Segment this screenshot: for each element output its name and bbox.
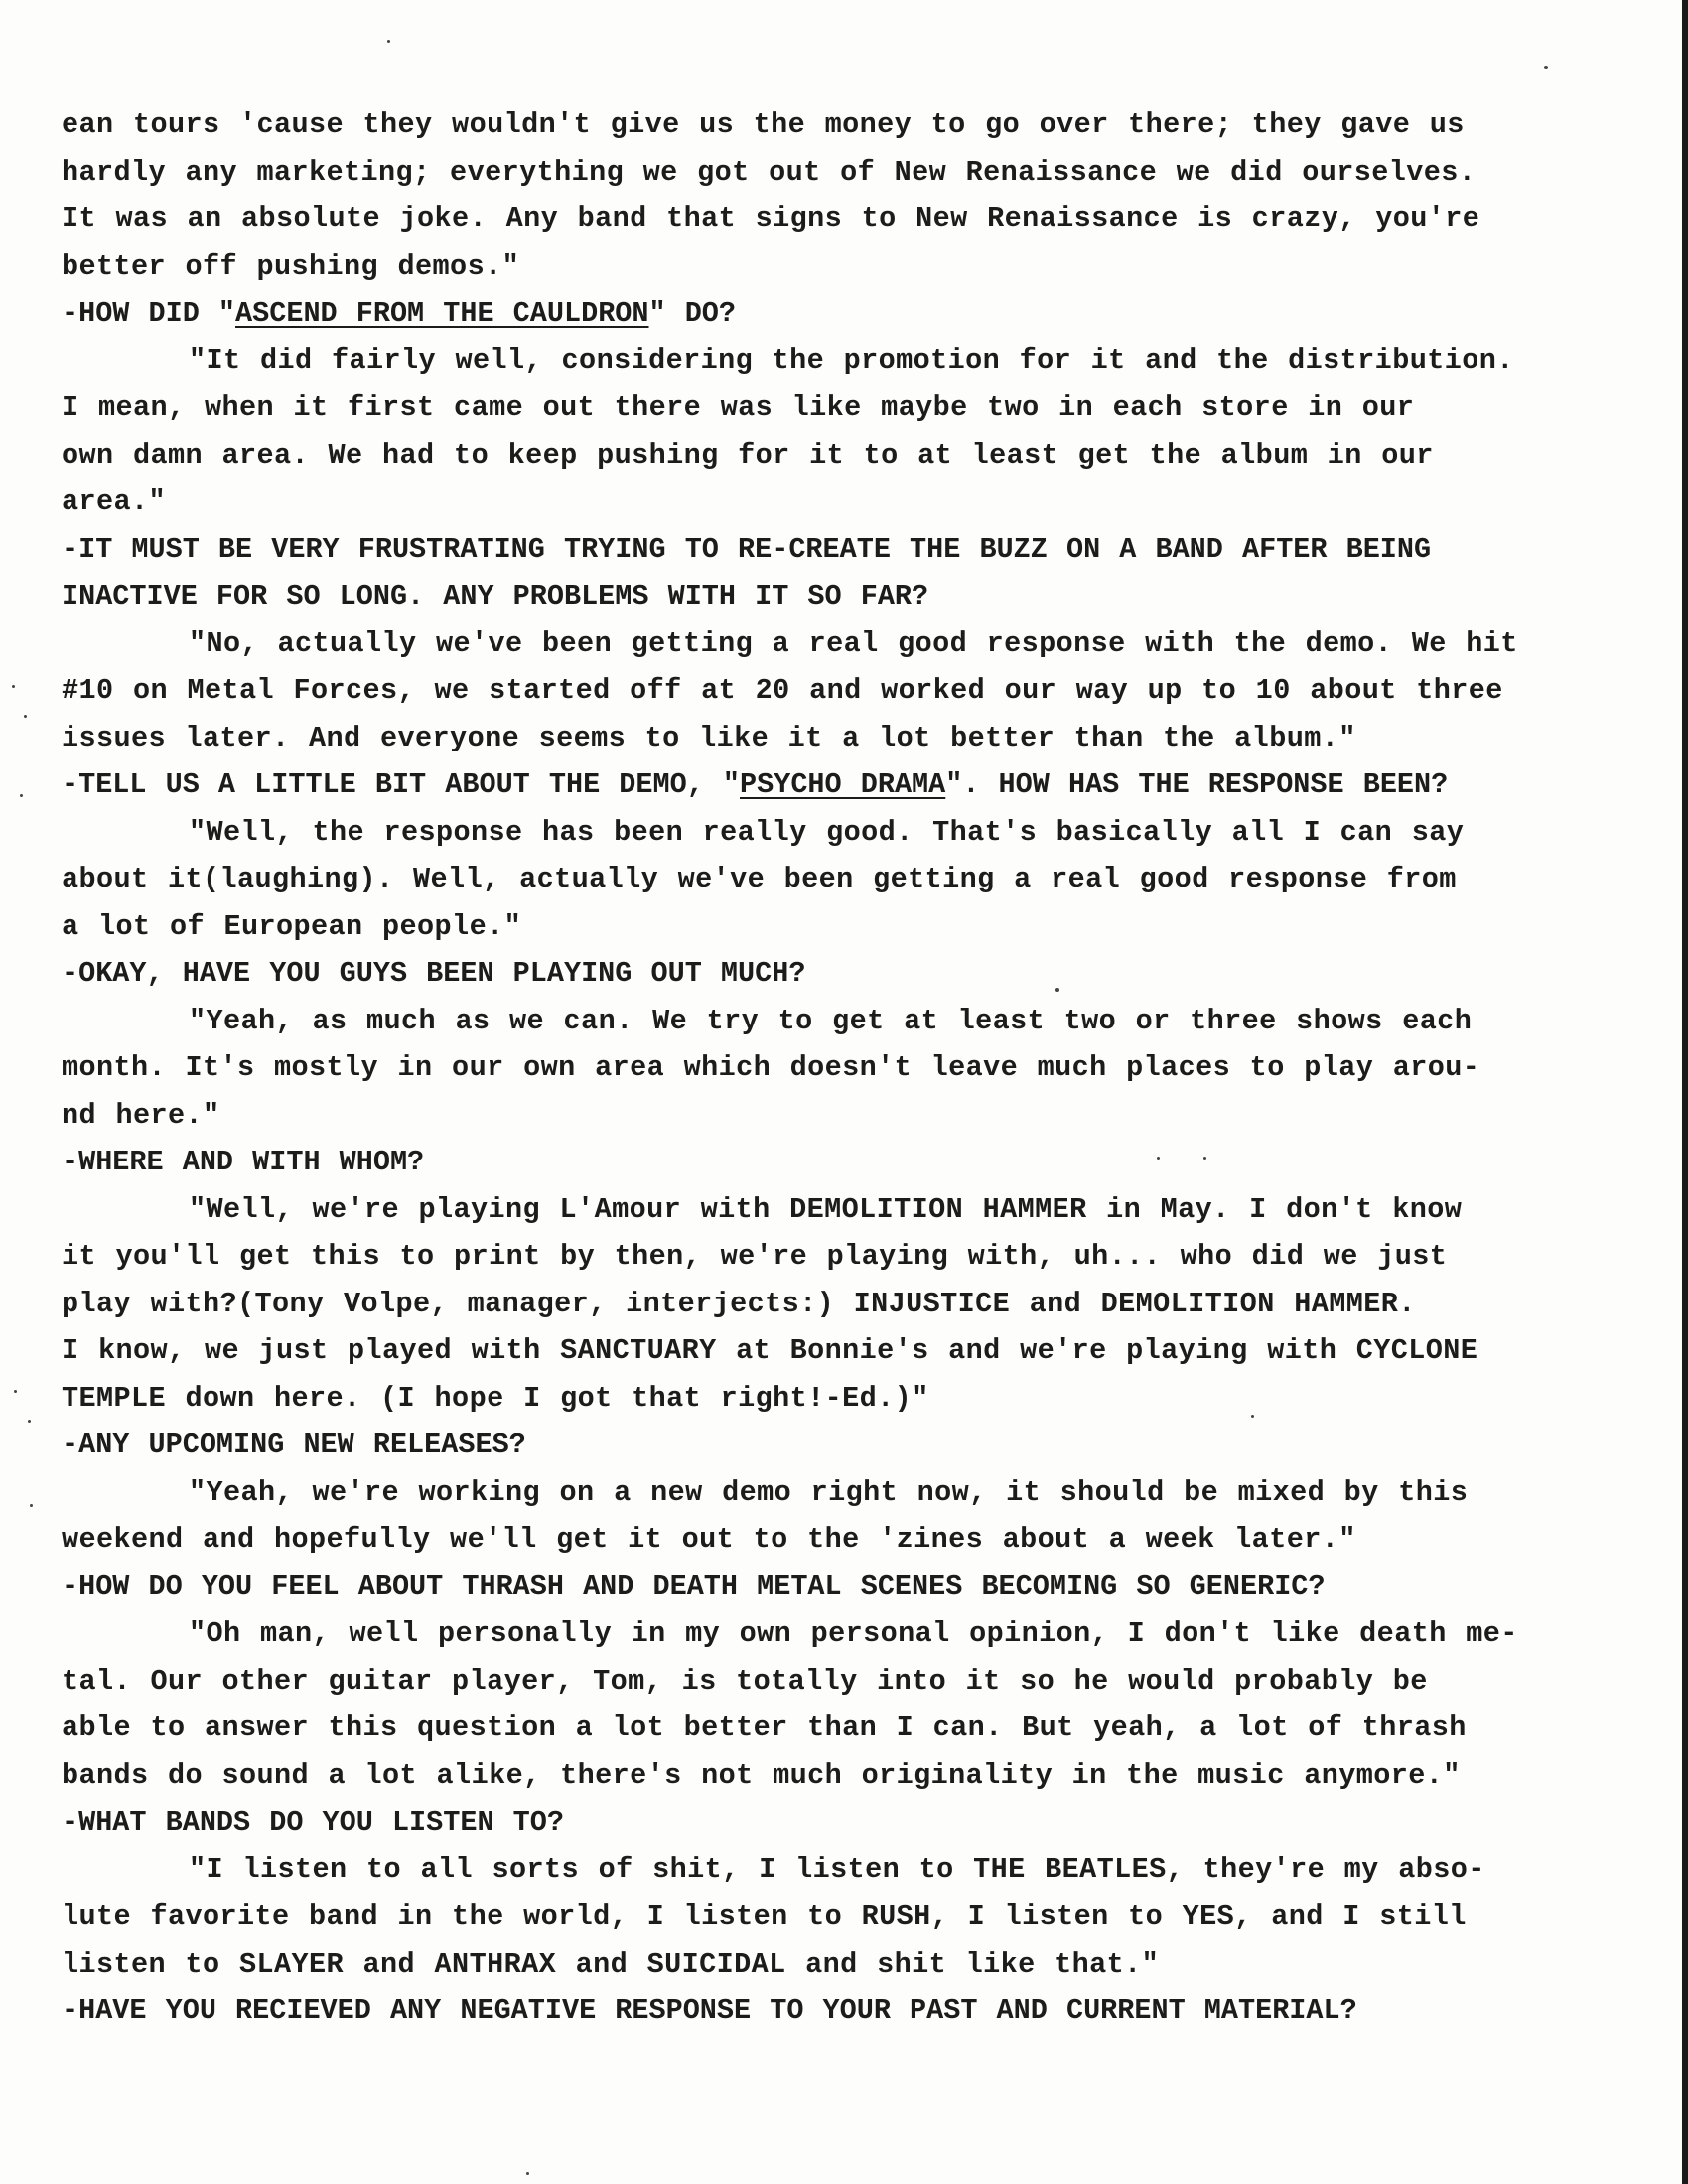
answer-line: ean tours 'cause they wouldn't give us the money to go over there; they gave us	[62, 108, 1465, 141]
answer-line: It was an absolute joke. Any band that signs to New Renaissance is crazy, you're	[62, 203, 1480, 235]
answer-line: play with?(Tony Volpe, manager, interjects:) INJUSTICE and DEMOLITION HAMMER.	[62, 1287, 1416, 1320]
answer-line: "Well, the response has been really good. That's basically all I can say	[189, 815, 1465, 849]
answer-line: hardly any marketing; everything we got out of New Renaissance we did ourselves.	[62, 155, 1477, 189]
answer-line: month. It's mostly in our own area which doesn't leave much places to play arou-	[62, 1051, 1480, 1084]
answer-line: it you'll get this to print by then, we're playing with, uh... who did we just	[62, 1240, 1448, 1273]
question-text: ". HOW HAS THE RESPONSE BEEN?	[945, 768, 1449, 801]
answer-line: "It did fairly well, considering the promotion for it and the distribution.	[189, 343, 1514, 377]
answer-line: #10 on Metal Forces, we started off at 20 and worked our way up to 10 about three	[62, 674, 1503, 707]
answer-line: lute favorite band in the world, I listen to RUSH, I listen to YES, and I still	[62, 1900, 1467, 1933]
underlined-title: PSYCHO DRAMA	[740, 768, 946, 801]
question-line: -HOW DO YOU FEEL ABOUT THRASH AND DEATH METAL SCENES BECOMING SO GENERIC?	[62, 1570, 1326, 1603]
question-text: -TELL US A LITTLE BIT ABOUT THE DEMO, "	[62, 768, 741, 801]
interview-text	[62, 101, 1650, 2035]
question-line: -IT MUST BE VERY FRUSTRATING TRYING TO RE-CREATE THE BUZZ ON A BAND AFTER BEING	[62, 532, 1432, 566]
answer-line: issues later. And everyone seems to like it a lot better than the album."	[62, 721, 1356, 754]
answer-line: TEMPLE down here. (I hope I got that right!-Ed.)"	[62, 1381, 929, 1415]
answer-line: "Yeah, as much as we can. We try to get at least two or three shows each	[189, 1004, 1473, 1037]
question-line: -OKAY, HAVE YOU GUYS BEEN PLAYING OUT MUCH?	[62, 957, 806, 990]
question-line: INACTIVE FOR SO LONG. ANY PROBLEMS WITH IT SO FAR?	[62, 580, 929, 613]
answer-line: "Oh man, well personally in my own personal opinion, I don't like death me-	[189, 1617, 1518, 1650]
question-text: -HOW DID "	[62, 297, 236, 330]
question-line	[62, 290, 1650, 338]
answer-line: I mean, when it first came out there was like maybe two in each store in our	[62, 391, 1415, 424]
answer-line: "I listen to all sorts of shit, I listen to THE BEATLES, they're my abso-	[189, 1852, 1485, 1886]
question-text: " DO?	[648, 297, 737, 330]
answer-line: weekend and hopefully we'll get it out to the 'zines about a week later."	[62, 1523, 1356, 1556]
answer-line: better off pushing demos."	[62, 249, 520, 283]
answer-line: able to answer this question a lot better than I can. But yeah, a lot of thrash	[62, 1711, 1467, 1744]
question-line	[62, 761, 1650, 809]
answer-line: listen to SLAYER and ANTHRAX and SUICIDAL and shit like that."	[62, 1947, 1160, 1980]
answer-line: nd here."	[62, 1098, 220, 1132]
question-line: -HAVE YOU RECIEVED ANY NEGATIVE RESPONSE TO YOUR PAST AND CURRENT MATERIAL?	[62, 1994, 1357, 2027]
question-line: -WHERE AND WITH WHOM?	[62, 1146, 425, 1178]
answer-line: I know, we just played with SANCTUARY at Bonnie's and we're playing with CYCLONE	[62, 1334, 1478, 1367]
answer-line: own damn area. We had to keep pushing for it to at least get the album in our	[62, 438, 1434, 472]
answer-line: area."	[62, 485, 167, 518]
answer-line: bands do sound a lot alike, there's not much originality in the music anymore."	[62, 1758, 1461, 1792]
answer-line: "No, actually we've been getting a real good response with the demo. We hit	[189, 626, 1518, 660]
scan-edge-border	[1682, 0, 1688, 2184]
question-line: -ANY UPCOMING NEW RELEASES?	[62, 1429, 526, 1461]
answer-line: tal. Our other guitar player, Tom, is totally into it so he would probably be	[62, 1664, 1428, 1698]
answer-line: "Well, we're playing L'Amour with DEMOLITION HAMMER in May. I don't know	[189, 1192, 1463, 1226]
answer-line: "Yeah, we're working on a new demo right now, it should be mixed by this	[189, 1475, 1469, 1509]
underlined-title: ASCEND FROM THE CAULDRON	[235, 297, 649, 330]
answer-line: a lot of European people."	[62, 909, 522, 943]
answer-line: about it(laughing). Well, actually we've been getting a real good response from	[62, 863, 1457, 895]
question-line: -WHAT BANDS DO YOU LISTEN TO?	[62, 1806, 564, 1839]
